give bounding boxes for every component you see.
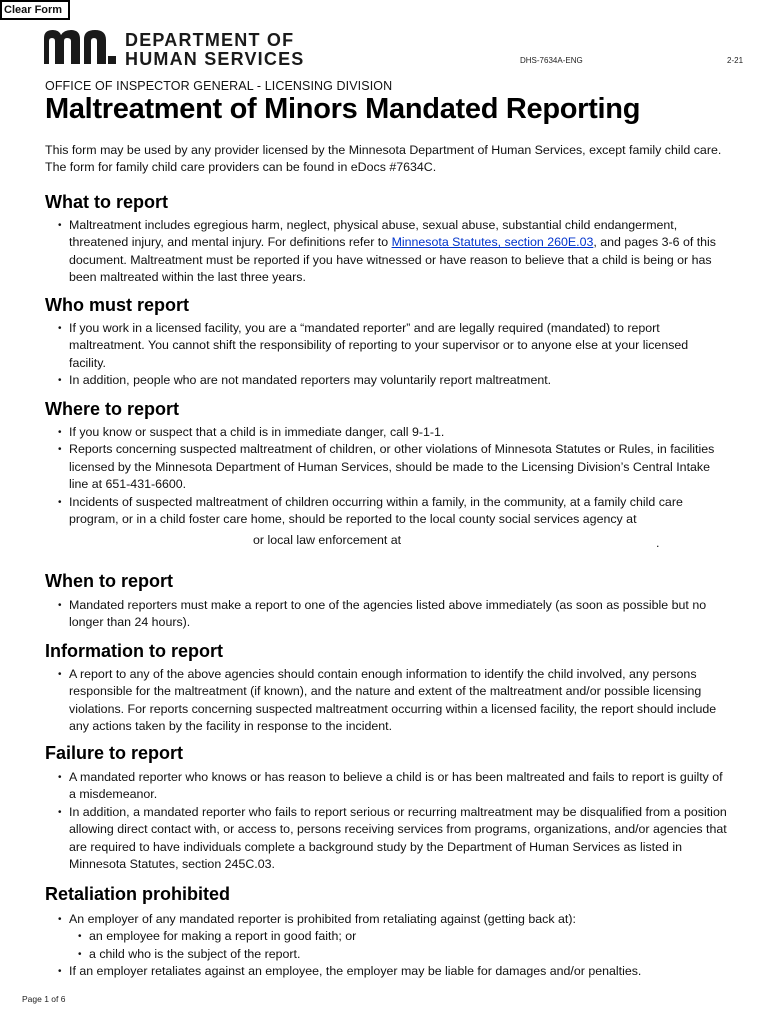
sub-list-item: • an employee for making a report in good faith; or	[78, 928, 728, 945]
form-date: 2-21	[727, 56, 744, 65]
who-must-report-list	[58, 320, 728, 390]
where-to-report-list	[58, 424, 728, 528]
heading-what-to-report: What to report	[45, 192, 168, 212]
list-item: • A report to any of the above agencies should contain enough information to identify the child involved, any persons responsible for the maltreatment (if known), and the nature and extent of the maltreatment and/or possible licensing violations. For reports concerning suspected maltreatment occurring within a licensed facility, the report should include any actions taken by the facility in response to the incident.	[58, 666, 728, 736]
list-item: • An employer of any mandated reporter is prohibited from retaliating against (getting back at):	[58, 911, 728, 928]
mn-logo-icon	[44, 30, 118, 64]
law-enforcement-label: or local law enforcement at	[253, 533, 402, 547]
heading-retaliation-prohibited: Retaliation prohibited	[45, 884, 231, 904]
list-item: • Incidents of suspected maltreatment of children occurring within a family, in the community, at a family child care program, or in a child foster care home, should be reported to the local county social services agency at	[58, 494, 728, 529]
list-item: • A mandated reporter who knows or has reason to believe a child is or has been maltreated and fails to report is guilty of a misdemeanor.	[58, 769, 728, 804]
list-item: • In addition, a mandated reporter who fails to report serious or recurring maltreatment may be disqualified from a position allowing direct contact with, or access to, persons receiving services from programs, organizations, and/or agencies that are required to have individuals complete a background study by the Department of Human Services as listed in Minnesota Statutes, section 245C.03.	[58, 804, 728, 874]
clear-form-button[interactable]: Clear Form	[0, 0, 70, 20]
office-label: OFFICE OF INSPECTOR GENERAL - LICENSING DIVISION	[45, 79, 393, 93]
agency-line2: HUMAN SERVICES	[125, 49, 305, 69]
agency-name	[125, 31, 305, 69]
list-item	[58, 217, 728, 287]
sub-list-item: • a child who is the subject of the report.	[78, 946, 728, 963]
intro-text: This form may be used by any provider licensed by the Minnesota Department of Human Services, except family child care. The form for family child care providers can be found in eDocs #7634C.	[45, 143, 722, 175]
heading-information-to-report: Information to report	[45, 641, 223, 661]
heading-when-to-report: When to report	[45, 571, 173, 591]
heading-where-to-report: Where to report	[45, 399, 180, 419]
list-item: • Reports concerning suspected maltreatment of children, or other violations of Minnesota Statutes or Rules, in facilities licensed by the Minnesota Department of Human Services, should be made to the Licensing Division’s Central Intake line at 651-431-6600.	[58, 441, 728, 493]
form-id: DHS-7634A-ENG	[520, 56, 583, 65]
sentence-period: .	[656, 536, 660, 550]
when-to-report-list	[58, 597, 728, 632]
agency-line1: DEPARTMENT OF	[125, 30, 295, 50]
list-item: • In addition, people who are not mandated reporters may voluntarily report maltreatment.	[58, 372, 728, 389]
page-title: Maltreatment of Minors Mandated Reporting	[45, 93, 641, 125]
law-enforcement-field[interactable]	[414, 533, 654, 550]
list-item: • If you work in a licensed facility, you are a “mandated reporter” and are legally required (mandated) to report maltreatment. You cannot shift the responsibility of reporting to your supervisor or to anyone else at your licensed facility.	[58, 320, 728, 372]
what-to-report-list	[58, 217, 728, 287]
list-item: • Mandated reporters must make a report to one of the agencies listed above immediately (as soon as possible but no longer than 24 hours).	[58, 597, 728, 632]
mn-logo	[44, 30, 118, 64]
page-number: Page 1 of 6	[22, 994, 66, 1004]
retaliation-list	[58, 911, 728, 981]
list-item: • If you know or suspect that a child is in immediate danger, call 9-1-1.	[58, 424, 728, 441]
statute-260e03-link[interactable]: Minnesota Statutes, section 260E.03	[391, 235, 594, 250]
list-item: • If an employer retaliates against an employee, the employer may be liable for damages and/or penalties.	[58, 963, 728, 980]
heading-failure-to-report: Failure to report	[45, 743, 184, 763]
list-item-text: , and pages 3-6 of this document. Maltreatment must be reported if you have witnessed or have reason to believe that a child is being or has been maltreated within the last three years.	[69, 235, 717, 285]
heading-who-must-report: Who must report	[45, 295, 189, 315]
information-to-report-list	[58, 666, 728, 736]
list-item-text: Maltreatment includes egregious harm, neglect, physical abuse, sexual abuse, substantial child endangerment, threatened injury, and mental injury. For definitions refer to	[69, 218, 678, 250]
failure-to-report-list	[58, 769, 728, 873]
